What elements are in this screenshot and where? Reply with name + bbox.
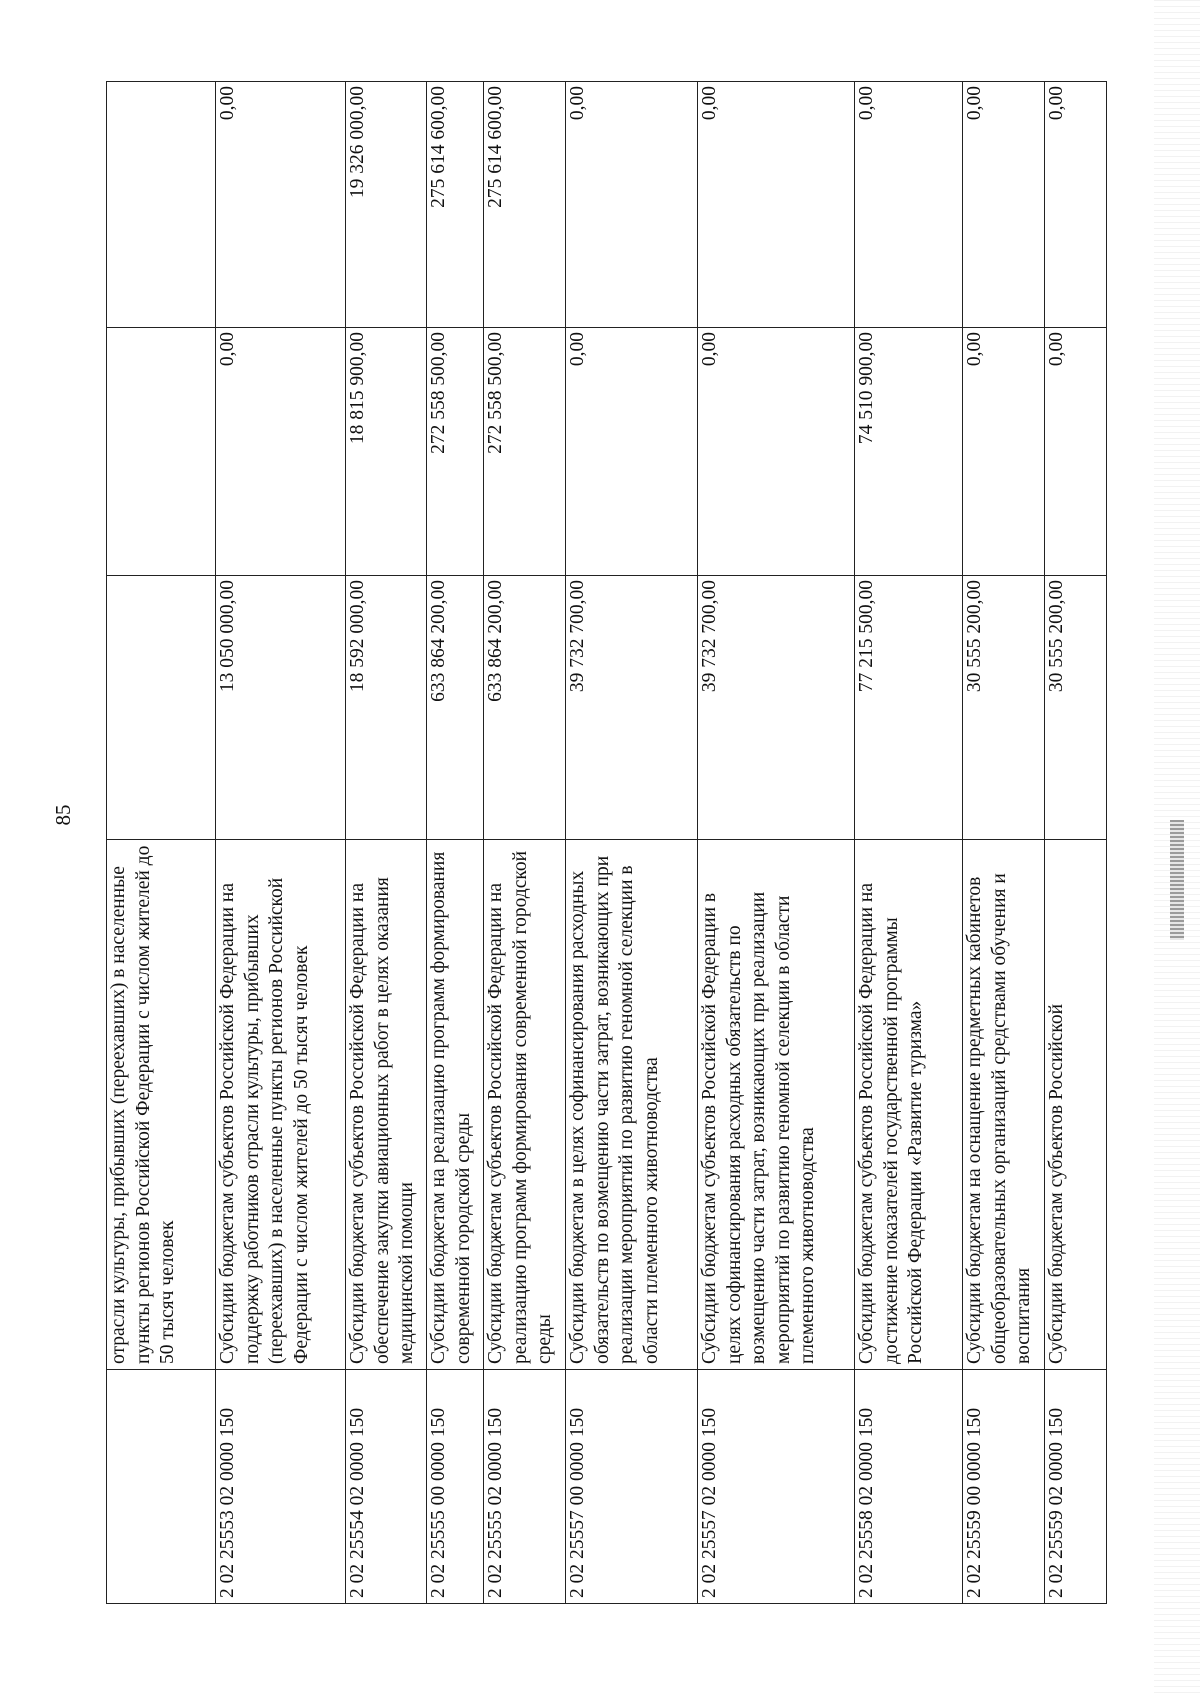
row-code: 2 02 25559 00 0000 150 — [963, 1370, 1045, 1604]
row-name: Субсидии бюджетам в целях софинансирования расходных обязательств по возмещению части затрат, возникающих при реализации мероприятий по развитию геномной селекции в области племенного животноводства — [566, 840, 698, 1370]
row-code: 2 02 25553 02 0000 150 — [216, 1370, 346, 1604]
row-value-2: 18 815 900,00 — [346, 328, 427, 576]
table-row — [855, 82, 963, 1604]
row-name: отрасли культуры, прибывших (переехавших) в населенные пункты регионов Российской Федерации с числом жителей до 50 тысяч человек — [107, 840, 216, 1370]
row-code: 2 02 25555 02 0000 150 — [484, 1370, 566, 1604]
rotated-table-wrapper — [106, 82, 1106, 1604]
table-row — [427, 82, 484, 1604]
row-value-2: 0,00 — [216, 328, 346, 576]
row-value-1 — [107, 576, 216, 840]
row-value-3: 0,00 — [698, 82, 855, 328]
row-value-2: 272 558 500,00 — [427, 328, 484, 576]
table-row — [1045, 82, 1107, 1604]
row-name: Субсидии бюджетам субъектов Российской Федерации на поддержку работников отрасли культуры, прибывших (переехавших) в населенные пункты регионов Российской Федерации с числом жителей до 50 тысяч человек — [216, 840, 346, 1370]
row-value-3: 0,00 — [216, 82, 346, 328]
row-value-1: 633 864 200,00 — [427, 576, 484, 840]
row-code: 2 02 25558 02 0000 150 — [855, 1370, 963, 1604]
row-value-2 — [107, 328, 216, 576]
row-value-2: 0,00 — [1045, 328, 1107, 576]
row-value-1: 30 555 200,00 — [1045, 576, 1107, 840]
row-value-2: 74 510 900,00 — [855, 328, 963, 576]
row-value-1: 30 555 200,00 — [963, 576, 1045, 840]
row-code: 2 02 25554 02 0000 150 — [346, 1370, 427, 1604]
row-value-3: 275 614 600,00 — [484, 82, 566, 328]
budget-table — [106, 81, 1107, 1604]
row-value-2: 0,00 — [698, 328, 855, 576]
row-value-1: 18 592 000,00 — [346, 576, 427, 840]
row-value-3: 0,00 — [855, 82, 963, 328]
row-value-3: 0,00 — [1045, 82, 1107, 328]
row-value-1: 77 215 500,00 — [855, 576, 963, 840]
row-value-3 — [107, 82, 216, 328]
row-value-2: 272 558 500,00 — [484, 328, 566, 576]
row-code: 2 02 25557 02 0000 150 — [698, 1370, 855, 1604]
row-value-3: 275 614 600,00 — [427, 82, 484, 328]
row-value-1: 39 732 700,00 — [698, 576, 855, 840]
row-value-3: 0,00 — [963, 82, 1045, 328]
row-name: Субсидии бюджетам субъектов Российской Федерации на обеспечение закупки авиационных работ в целях оказания медицинской помощи — [346, 840, 427, 1370]
row-name: Субсидии бюджетам на реализацию программ формирования современной городской среды — [427, 840, 484, 1370]
row-code: 2 02 25557 00 0000 150 — [566, 1370, 698, 1604]
table-row — [216, 82, 346, 1604]
row-value-3: 19 326 000,00 — [346, 82, 427, 328]
row-name: Субсидии бюджетам субъектов Российской Федерации в целях софинансирования расходных обязательств по возмещению части затрат, возникающих при реализации мероприятий по развитию геномной селекции в области племенного животноводства — [698, 840, 855, 1370]
row-value-1: 13 050 000,00 — [216, 576, 346, 840]
row-code: 2 02 25559 02 0000 150 — [1045, 1370, 1107, 1604]
row-value-1: 39 732 700,00 — [566, 576, 698, 840]
table-row — [698, 82, 855, 1604]
scan-mark — [1170, 820, 1184, 940]
table-row — [566, 82, 698, 1604]
table-row — [346, 82, 427, 1604]
row-code — [107, 1370, 216, 1604]
table-row — [963, 82, 1045, 1604]
row-value-2: 0,00 — [963, 328, 1045, 576]
row-value-2: 0,00 — [566, 328, 698, 576]
row-name: Субсидии бюджетам на оснащение предметных кабинетов общеобразовательных организаций средствами обучения и воспитания — [963, 840, 1045, 1370]
table-row — [484, 82, 566, 1604]
row-name: Субсидии бюджетам субъектов Российской Федерации на достижение показателей государственной программы Российской Федерации «Развитие туризма» — [855, 840, 963, 1370]
row-value-3: 0,00 — [566, 82, 698, 328]
table-row — [107, 82, 216, 1604]
row-name: Субсидии бюджетам субъектов Российской Федерации на реализацию программ формирования современной городской среды — [484, 840, 566, 1370]
page-number: 85 — [51, 804, 75, 826]
row-value-1: 633 864 200,00 — [484, 576, 566, 840]
row-code: 2 02 25555 00 0000 150 — [427, 1370, 484, 1604]
row-name: Субсидии бюджетам субъектов Российской — [1045, 840, 1107, 1370]
